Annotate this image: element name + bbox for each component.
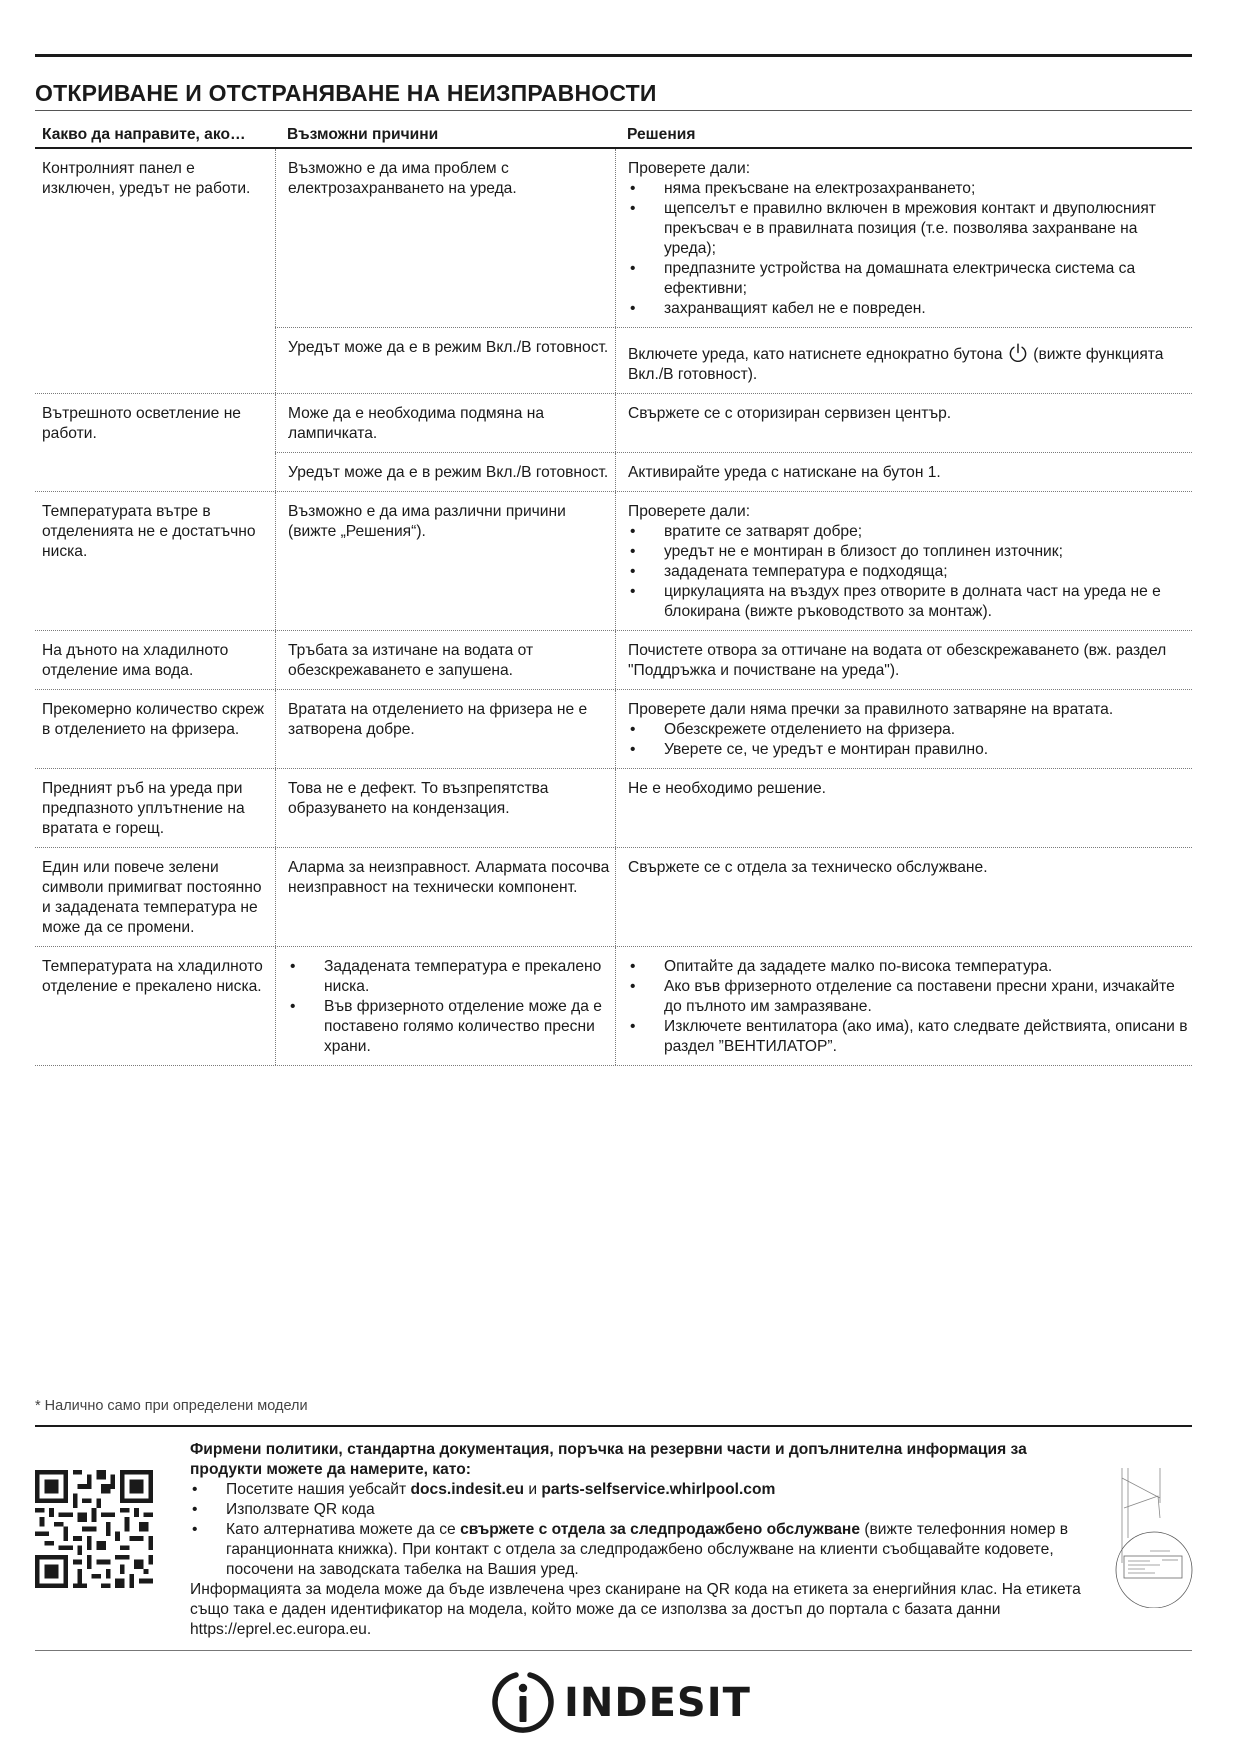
problem-cell: На дъното на хладилното отделение има вода. (42, 642, 229, 679)
solution-cell (615, 690, 1192, 768)
solution-cell (615, 492, 1192, 630)
list-item: • няма прекъсване на електрозахранването; (628, 179, 1188, 199)
list-item: • Опитайте да зададете малко по-висока температура. (628, 957, 1188, 977)
solution-list (628, 957, 1188, 1057)
solution-text: (вижте функцията Вкл./В готовност). (628, 346, 1164, 383)
problem-cell: Един или повече зелени символи примигват постоянно и зададената температура не може да се промени. (42, 859, 262, 936)
cause-cell: Тръбата за изтичане на водата от обезскрежаването е запушена. (275, 631, 615, 689)
solution-cell: Не е необходимо решение. (615, 769, 1192, 847)
info-closing: Информацията за модела може да бъде извлечена чрез сканиране на QR кода на етикета за енергийния клас. На етикета също така е даден идентификатор на модела, който може да се използва за достъп до портала с базата данни https://eprel.ec.europa.eu. (190, 1581, 1081, 1638)
solution-intro: Проверете дали: (628, 160, 751, 177)
solution-cell (615, 328, 1192, 393)
table-row (35, 769, 1192, 848)
solution-intro: Проверете дали няма пречки за правилното затваряне на вратата. (628, 701, 1114, 718)
info-text: Като алтернатива можете да се (226, 1521, 461, 1538)
table-row (35, 394, 1192, 492)
list-item: • Използвате QR кода (190, 1500, 1090, 1520)
qr-code-icon (35, 1470, 153, 1588)
problem-cell: Контролният панел е изключен, уредът не работи. (42, 160, 251, 197)
problem-cell: Предният ръб на уреда при предпазното уплътнение на вратата е горещ. (42, 780, 245, 837)
info-block (190, 1440, 1090, 1640)
cause-cell (275, 947, 615, 1065)
solution-list (628, 522, 1188, 622)
list-item: • вратите се затварят добре; (628, 522, 1188, 542)
bottom-rule (35, 1650, 1192, 1651)
cause-cell: Уредът може да е в режим Вкл./В готовност. (275, 453, 615, 491)
solution-cell: Почистете отвора за оттичане на водата от обезскрежаването (вж. раздел "Поддръжка и почистване на уреда"). (615, 631, 1192, 689)
service-emphasis: свържете с отдела за следпродажбено обслужване (460, 1521, 860, 1538)
table-row (35, 848, 1192, 947)
solution-text: Включете уреда, като натиснете еднократно бутона (628, 346, 1003, 363)
solution-list (628, 720, 1188, 760)
list-item: • Обезскрежете отделението на фризера. (628, 720, 1188, 740)
header-problem: Какво да направите, ако… (42, 126, 246, 143)
list-item (190, 1520, 1090, 1580)
footer-rule (35, 1425, 1192, 1427)
table-row (35, 947, 1192, 1066)
info-text: Посетите нашия уебсайт (226, 1481, 411, 1498)
cause-cell: Аларма за неизправност. Алармата посочва неизправност на технически компонент. (275, 848, 615, 946)
top-rule (35, 54, 1192, 57)
problem-cell: Температурата на хладилното отделение е прекалено ниска. (42, 958, 263, 995)
list-item: • щепселът е правилно включен в мрежовия контакт и двуполюсният прекъсвач е в правилната позиция (т.е. позволява захранване на уреда); (628, 199, 1188, 259)
header-solutions: Решения (627, 126, 696, 143)
indesit-logo-icon (488, 1668, 558, 1738)
info-list (190, 1480, 1090, 1580)
cause-cell: Уредът може да е в режим Вкл./В готовност. (275, 328, 615, 393)
info-text: и (523, 1481, 542, 1498)
troubleshooting-table (35, 125, 1192, 1066)
title-rule (35, 110, 1192, 111)
list-item: • предпазните устройства на домашната електрическа система са ефективни; (628, 259, 1188, 299)
problem-cell: Температурата вътре в отделенията не е достатъчно ниска. (42, 503, 256, 560)
cause-cell: Възможно е да има проблем с електрозахранването на уреда. (275, 149, 615, 327)
list-item: • зададената температура е подходяща; (628, 562, 1188, 582)
footnote: * Налично само при определени модели (35, 1398, 308, 1414)
info-text: (вижте телефонния номер в гаранционната книжка). При контакт с отдела за следпродажбено обслужване на клиенти съобщавайте кодовете, посочени на заводската табелка на Вашия уред. (226, 1521, 1068, 1578)
parts-link[interactable]: parts-selfservice.whirlpool.com (541, 1481, 776, 1498)
solution-list (628, 179, 1188, 319)
list-item: • захранващият кабел не е повреден. (628, 299, 1188, 319)
brand-name: INDESIT (564, 1680, 751, 1726)
header-causes: Възможни причини (287, 126, 439, 143)
list-item: • Изключете вентилатора (ако има), като следвате действията, описани в раздел ”ВЕНТИЛАТОР”. (628, 1017, 1188, 1057)
list-item: • уредът не е монтиран в близост до топлинен източник; (628, 542, 1188, 562)
solution-cell: Свържете се с отдела за техническо обслужване. (615, 848, 1192, 946)
cause-cell: Възможно е да има различни причини (вижте „Решения“). (275, 492, 615, 630)
problem-cell: Прекомерно количество скреж в отделението на фризера. (42, 701, 265, 738)
list-item: • Уверете се, че уредът е монтиран правилно. (628, 740, 1188, 760)
website-link[interactable]: docs.indesit.eu (410, 1481, 524, 1498)
page-title: ОТКРИВАНЕ И ОТСТРАНЯВАНЕ НА НЕИЗПРАВНОСТИ (35, 80, 657, 106)
table-row (35, 492, 1192, 631)
table-row (35, 690, 1192, 769)
cause-cell: Вратата на отделението на фризера не е затворена добре. (275, 690, 615, 768)
list-item: • Във фризерното отделение може да е поставено голямо количество пресни храни. (288, 997, 611, 1057)
cause-cell: Това не е дефект. То възпрепятства образуването на кондензация. (275, 769, 615, 847)
solution-cell (615, 149, 1192, 327)
problem-cell: Вътрешното осветление не работи. (42, 405, 241, 442)
solution-intro: Проверете дали: (628, 503, 751, 520)
power-icon (1007, 342, 1029, 364)
brand-logo (488, 1668, 751, 1738)
list-item: • Ако във фризерното отделение са поставени пресни храни, изчакайте до пълното им замразяване. (628, 977, 1188, 1017)
solution-cell (615, 947, 1192, 1065)
list-item: • циркулацията на въздух през отворите в долната част на уреда не е блокирана (вижте ръководството за монтаж). (628, 582, 1188, 622)
cause-list (288, 957, 611, 1057)
list-item (190, 1480, 1090, 1500)
solution-cell: Свържете се с оторизиран сервизен център. (615, 394, 1192, 452)
list-item: • Зададената температура е прекалено ниска. (288, 957, 611, 997)
table-row (35, 631, 1192, 690)
rating-label-diagram-icon (1100, 1468, 1200, 1608)
info-heading: Фирмени политики, стандартна документация, поръчка на резервни части и допълнителна информация за продукти можете да намерите, като: (190, 1441, 1027, 1478)
table-row (35, 149, 1192, 394)
solution-cell: Активирайте уреда с натискане на бутон 1. (615, 453, 1192, 491)
cause-cell: Може да е необходима подмяна на лампичката. (275, 394, 615, 452)
table-header (35, 125, 1192, 149)
